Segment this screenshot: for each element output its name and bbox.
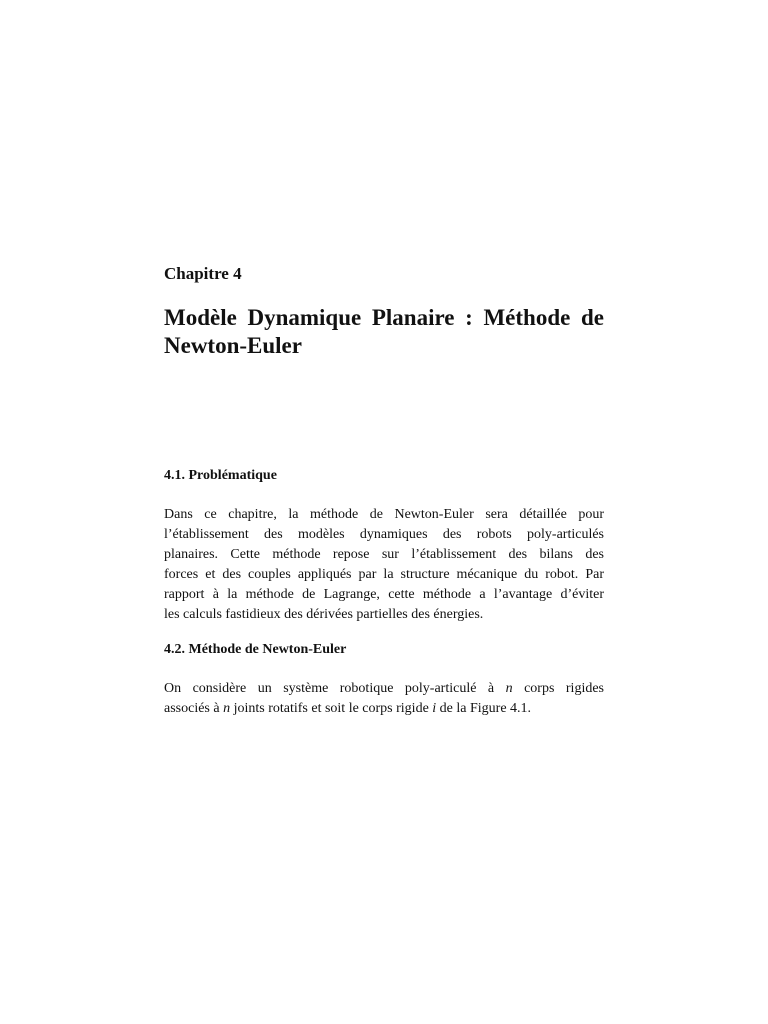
chapter-title-line-1: Modèle Dynamique Planaire : Méthode de [164, 305, 604, 330]
text-run: joints rotatifs et soit le corps rigide [230, 701, 433, 716]
text-run: On considère un système robotique poly-articulé à [164, 681, 506, 696]
text-run: de la Figure 4.1. [436, 701, 532, 716]
text-run: associés à [164, 701, 224, 716]
text-run: corps rigides [512, 681, 604, 696]
paragraph-line: forces et des couples appliqués par la structure mécanique du robot. Par [164, 567, 604, 582]
paragraph-line: planaires. Cette méthode repose sur l’établissement des bilans des [164, 547, 604, 562]
chapter-title [164, 304, 604, 360]
math-variable: i [432, 701, 437, 716]
section-heading-newton-euler: 4.2. Méthode de Newton-Euler [164, 642, 347, 657]
paragraph-problematique [164, 505, 604, 625]
paragraph-line: Dans ce chapitre, la méthode de Newton-Euler sera détaillée pour [164, 507, 604, 522]
paragraph-line [164, 699, 604, 719]
paragraph-line: rapport à la méthode de Lagrange, cette méthode a l’avantage d’éviter [164, 587, 604, 602]
chapter-label: Chapitre 4 [164, 264, 242, 283]
math-variable: n [223, 701, 231, 716]
math-variable: n [505, 681, 513, 696]
paragraph-line: les calculs fastidieux des dérivées partielles des énergies. [164, 607, 484, 622]
paragraph-newton-euler [164, 679, 604, 719]
paragraph-line: l’établissement des modèles dynamiques des robots poly-articulés [164, 527, 604, 542]
chapter-title-line-2: Newton-Euler [164, 333, 302, 358]
section-heading-problematique: 4.1. Problématique [164, 468, 277, 483]
paragraph-line [164, 679, 604, 699]
